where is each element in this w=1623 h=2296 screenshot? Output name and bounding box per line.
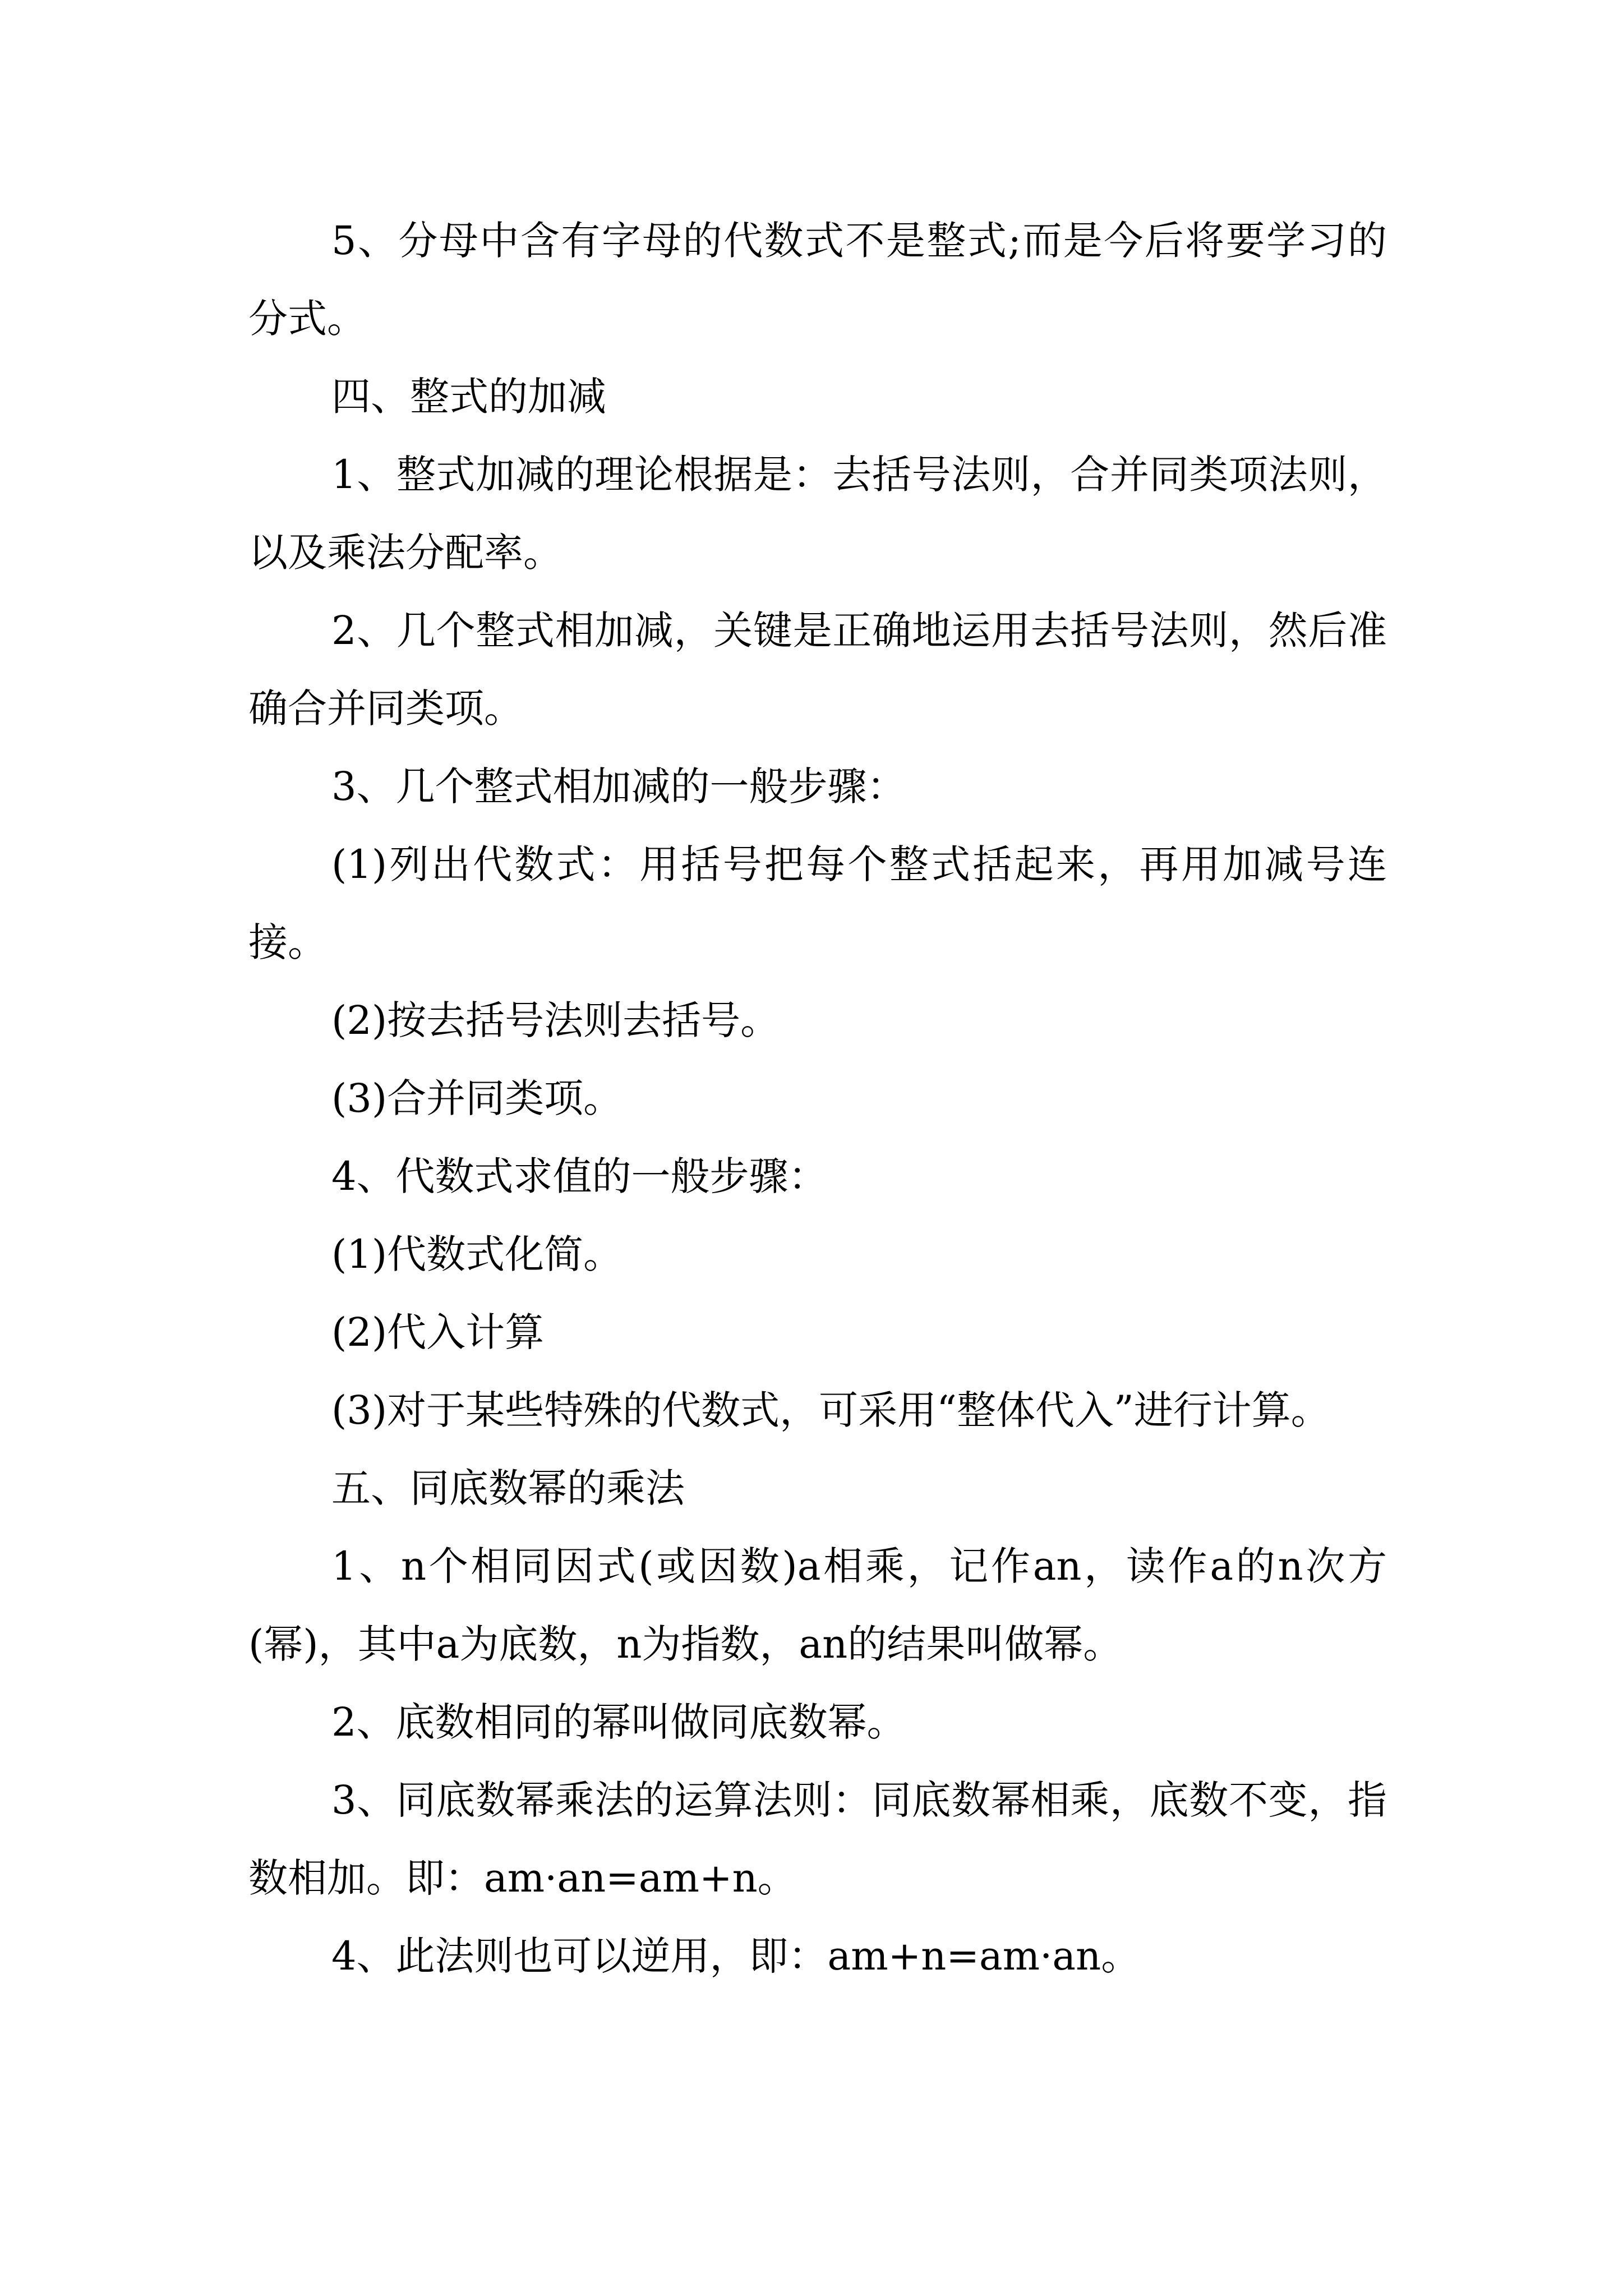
paragraph-10: (2)代入计算: [331, 1309, 545, 1355]
paragraph-12: 1、n个相同因式(或因数)a相乘，记作an，读作a的n次方(幂)，其中a为底数，n为指数，an的结果叫做幂。: [248, 1543, 1387, 1667]
paragraph-13: 2、底数相同的幂叫做同底数幂。: [331, 1699, 906, 1745]
paragraph-9: (1)代数式化简。: [331, 1231, 623, 1277]
paragraph-14: 3、同底数幂乘法的运算法则：同底数幂相乘，底数不变，指数相加。即：am·an=am+n。: [248, 1777, 1387, 1901]
paragraph-15: 4、此法则也可以逆用，即：am+n=am·an。: [331, 1933, 1141, 1979]
paragraph-3: 2、几个整式相加减，关键是正确地运用去括号法则，然后准确合并同类项。: [248, 608, 1387, 731]
paragraph-4: 3、几个整式相加减的一般步骤：: [331, 763, 906, 809]
section-heading-5: 五、同底数幂的乘法: [331, 1465, 685, 1511]
paragraph-6: (2)按去括号法则去括号。: [331, 997, 780, 1043]
paragraph-11: (3)对于某些特殊的代数式，可采用“整体代入”进行计算。: [331, 1387, 1330, 1433]
paragraph-5: (1)列出代数式：用括号把每个整式括起来，再用加减号连接。: [248, 841, 1387, 965]
paragraph-8: 4、代数式求值的一般步骤：: [331, 1153, 828, 1199]
paragraph-7: (3)合并同类项。: [331, 1075, 623, 1121]
document-body: [248, 202, 1387, 1995]
paragraph-1: 5、分母中含有字母的代数式不是整式;而是今后将要学习的分式。: [248, 218, 1387, 342]
paragraph-2: 1、整式加减的理论根据是：去括号法则，合并同类项法则，以及乘法分配率。: [248, 452, 1387, 576]
section-heading-4: 四、整式的加减: [331, 374, 606, 420]
